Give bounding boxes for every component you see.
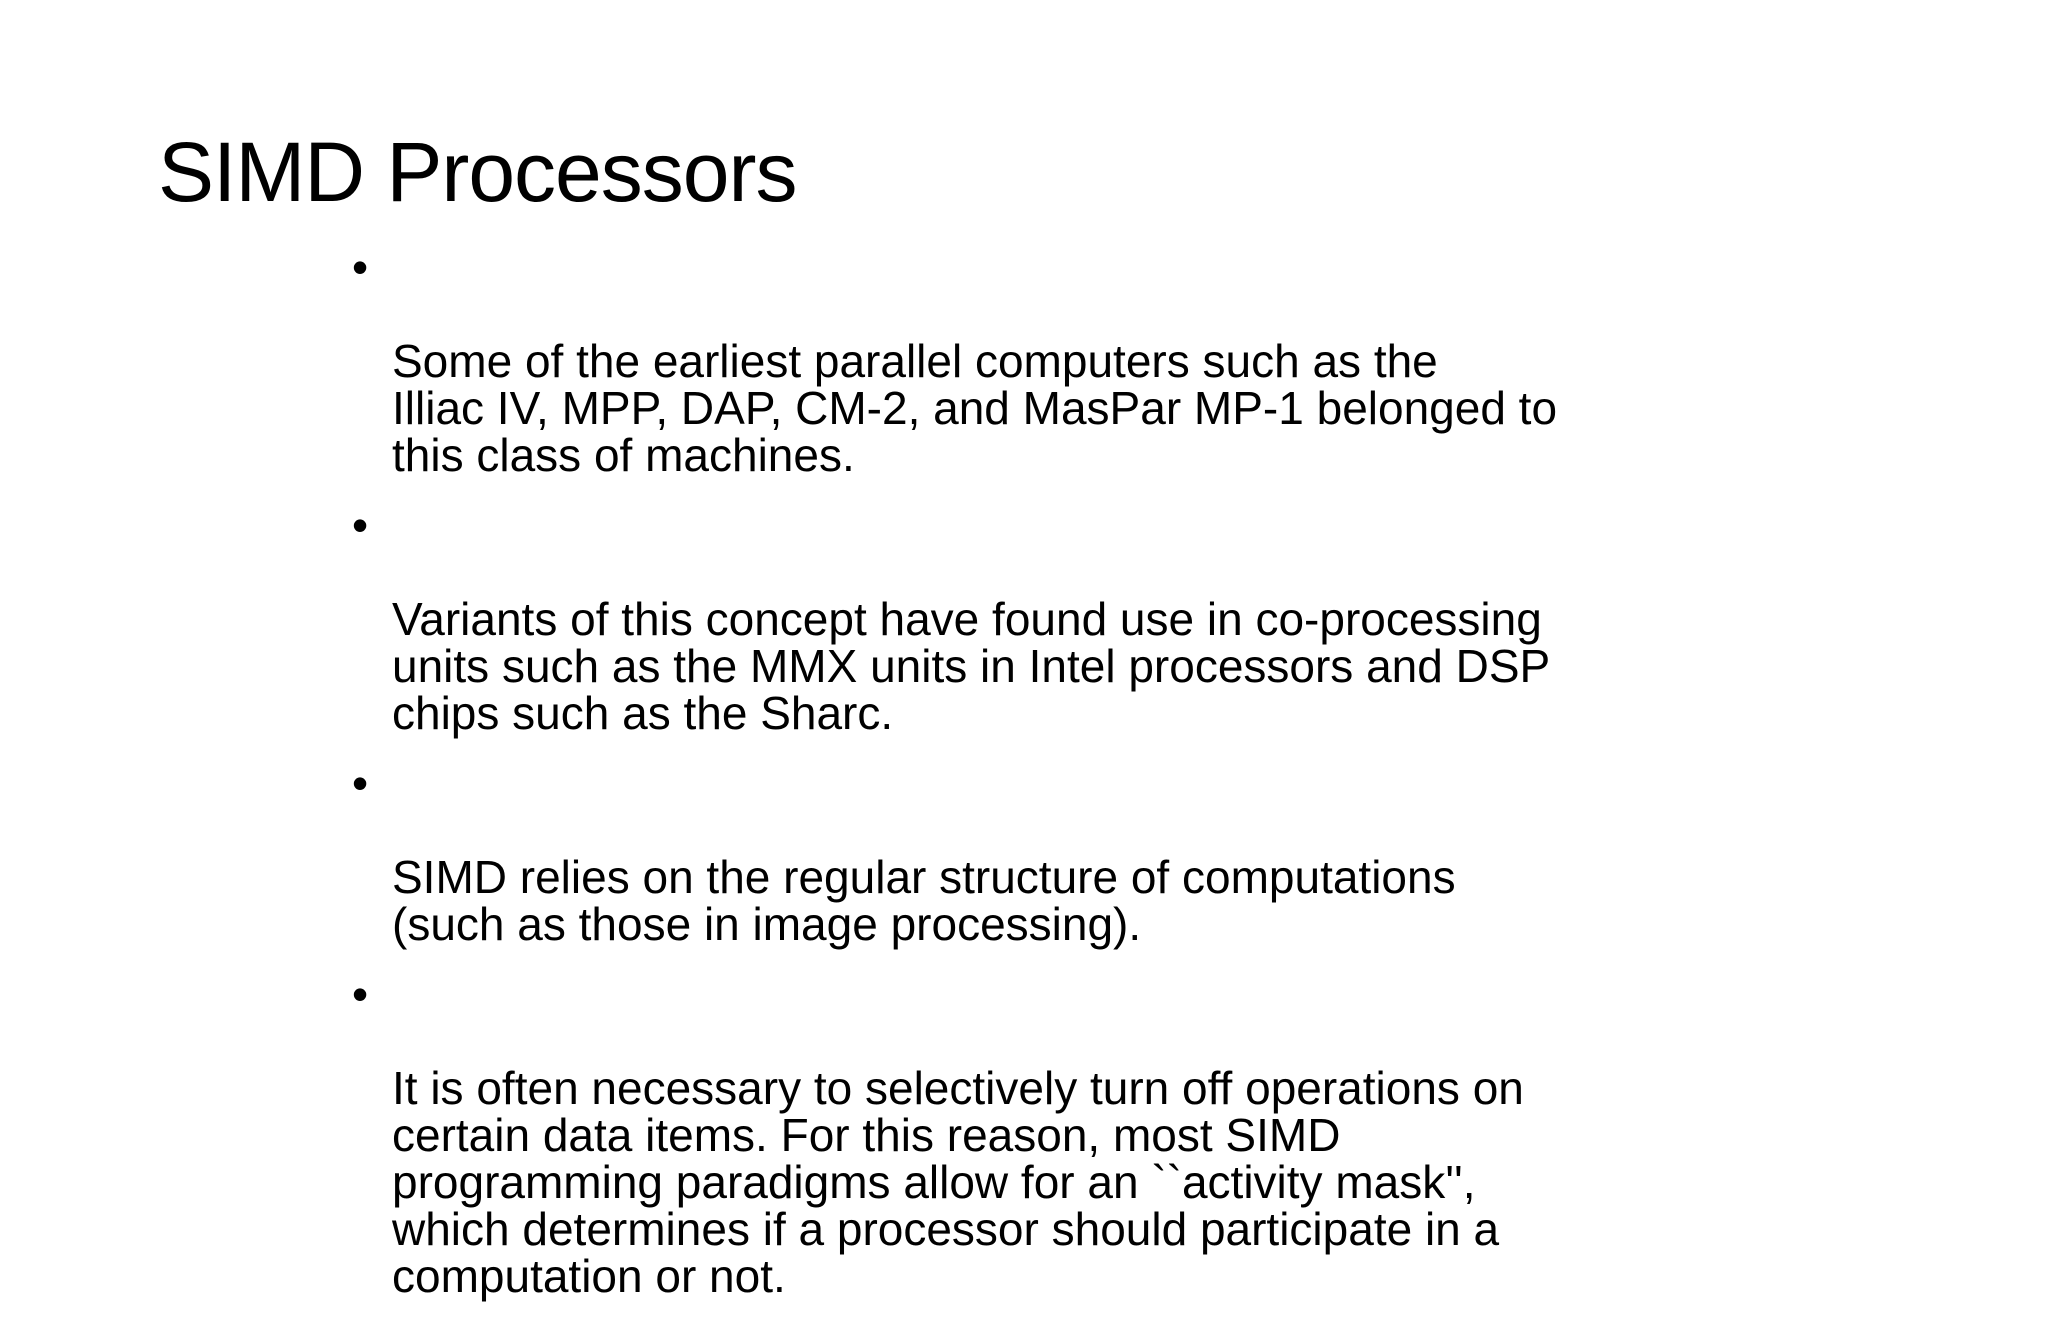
bullet-dot: • [352, 499, 369, 551]
bullet-dot: • [352, 968, 369, 1020]
bullet-dot: • [352, 757, 369, 809]
bullet-item [352, 968, 1752, 1302]
bullet-text: SIMD relies on the regular structure of computations (such as those in image processing). [392, 851, 1456, 950]
bullet-text: It is often necessary to selectively turn off operations on certain data items. For this reason, most SIMD programming paradigms allow for an ``activity mask'', which determines if a processor should participate in a computation or not. [392, 1062, 1524, 1302]
bullet-item [352, 241, 1752, 481]
bullet-list [352, 241, 1752, 1323]
bullet-text: Variants of this concept have found use in co-processing units such as the MMX units in Intel processors and DSP chips such as the Sharc. [392, 593, 1551, 739]
bullet-item [352, 757, 1752, 950]
bullet-text: Some of the earliest parallel computers such as the Illiac IV, MPP, DAP, CM-2, and MasPar MP-1 belonged to this class of machines. [392, 335, 1558, 481]
bullet-dot: • [352, 241, 369, 293]
slide-title: SIMD Processors [158, 125, 797, 219]
bullet-item [352, 499, 1752, 739]
